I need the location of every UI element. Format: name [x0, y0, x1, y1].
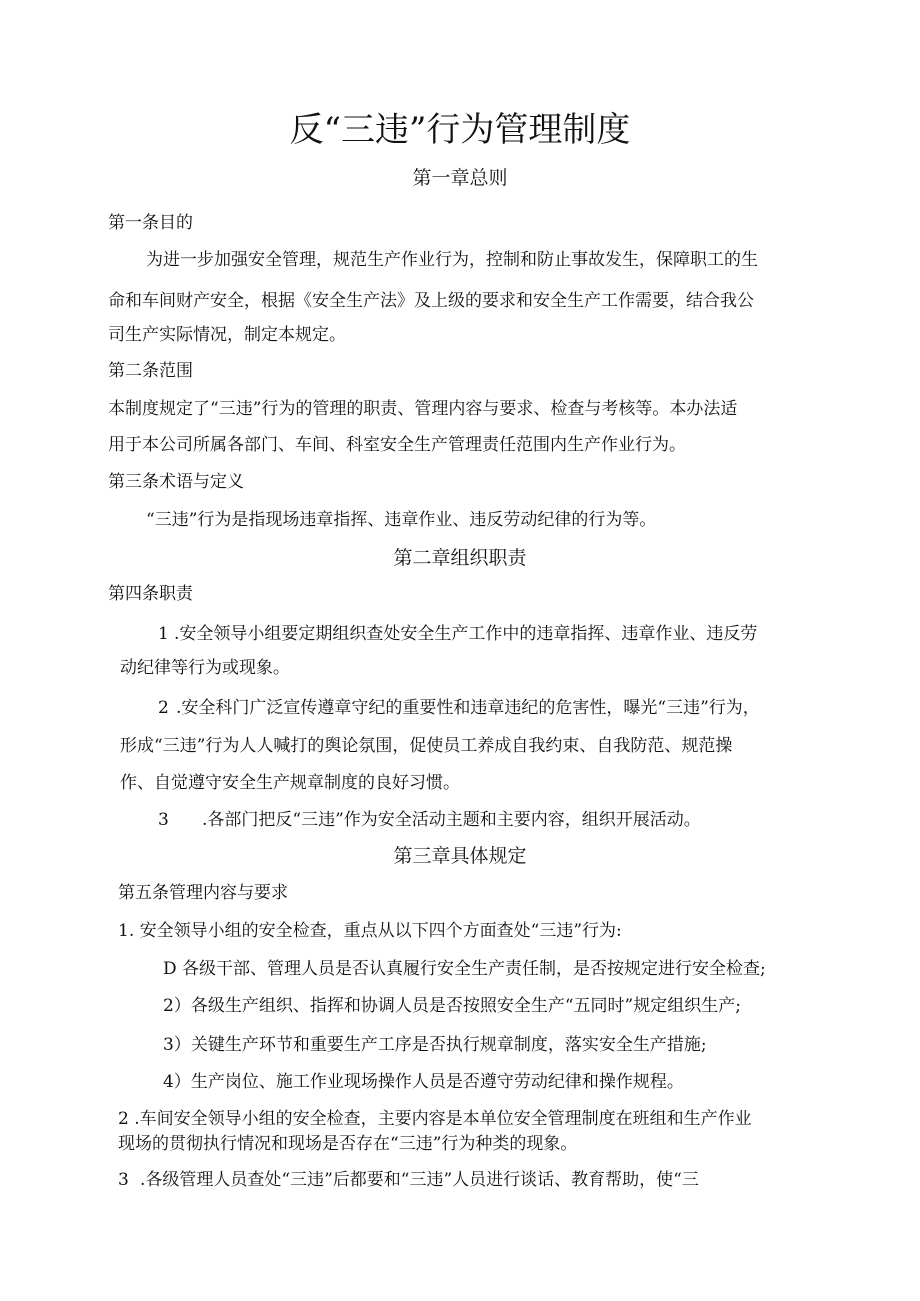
article-1-text-line-3: 司生产实际情况，制定本规定。	[108, 325, 346, 345]
rule-3-line-1: .各级管理人员查处“三违”后都要和“三违”人员进行谈话、教育帮助，使“三	[140, 1170, 699, 1190]
duty-item-2-line-3: 作、自觉遵守安全生产规章制度的良好习惯。	[120, 773, 460, 793]
duty-item-3-number: 3	[158, 810, 169, 830]
duty-item-2-line-1: .安全科门广泛宣传遵章守纪的重要性和违章违纪的危害性，曝光“三违”行为，	[176, 698, 760, 718]
rule-2-line-2: 现场的贯彻执行情况和现场是否存在“三违”行为种类的现象。	[118, 1134, 578, 1154]
chapter-1-heading: 第一章总则	[412, 167, 508, 189]
article-1-text-line-2: 命和车间财产安全，根据《安全生产法》及上级的要求和安全生产工作需要，结合我公	[108, 291, 754, 311]
rule-2-line-1: 2 .车间安全领导小组的安全检查，主要内容是本单位安全管理制度在班组和生产作业	[118, 1109, 752, 1129]
duty-item-3-line-1: .各部门把反“三违”作为安全活动主题和主要内容，组织开展活动。	[202, 810, 701, 830]
article-3-title: 第三条术语与定义	[108, 472, 244, 492]
rule-1-text: 1. 安全领导小组的安全检查，重点从以下四个方面查处“三违”行为:	[118, 921, 622, 941]
subrule-4-text: 4）生产岗位、施工作业现场操作人员是否遵守劳动纪律和操作规程。	[163, 1072, 684, 1092]
subrule-1-text: D 各级干部、管理人员是否认真履行安全生产责任制，是否按规定进行安全检查;	[163, 959, 766, 979]
article-2-title: 第二条范围	[108, 361, 193, 381]
rule-3-number: 3	[118, 1170, 129, 1190]
article-2-text-line-2: 用于本公司所属各部门、车间、科室安全生产管理责任范围内生产作业行为。	[108, 435, 686, 455]
chapter-3-heading: 第三章具体规定	[393, 845, 527, 867]
duty-item-2-number: 2	[158, 698, 169, 718]
article-4-title: 第四条职责	[108, 584, 193, 604]
article-5-title: 第五条管理内容与要求	[118, 883, 288, 903]
chapter-2-heading: 第二章组织职责	[393, 547, 527, 569]
subrule-3-text: 3）关键生产环节和重要生产工序是否执行规章制度，落实安全生产措施;	[163, 1035, 707, 1055]
duty-item-1-line-2: 动纪律等行为或现象。	[120, 658, 290, 678]
article-1-text-line-1: 为进一步加强安全管理，规范生产作业行为，控制和防止事故发生，保障职工的生	[146, 250, 758, 270]
article-2-text-line-1: 本制度规定了“三违”行为的管理的职责、管理内容与要求、检查与考核等。本办法适	[108, 399, 738, 419]
duty-item-1-line-1: .安全领导小组要定期组织查处安全生产工作中的违章指挥、违章作业、违反劳	[174, 624, 758, 644]
article-3-text-line-1: “三违”行为是指现场违章指挥、违章作业、违反劳动纪律的行为等。	[146, 510, 657, 530]
duty-item-2-line-2: 形成“三违”行为人人喊打的舆论氛围，促使员工养成自我约束、自我防范、规范操	[120, 736, 733, 756]
document-title: 反“三违”行为管理制度	[289, 110, 631, 150]
subrule-2-text: 2）各级生产组织、指挥和协调人员是否按照安全生产“五同时”规定组织生产;	[163, 996, 741, 1016]
duty-item-1-number: 1	[158, 624, 169, 644]
article-1-title: 第一条目的	[108, 213, 193, 233]
